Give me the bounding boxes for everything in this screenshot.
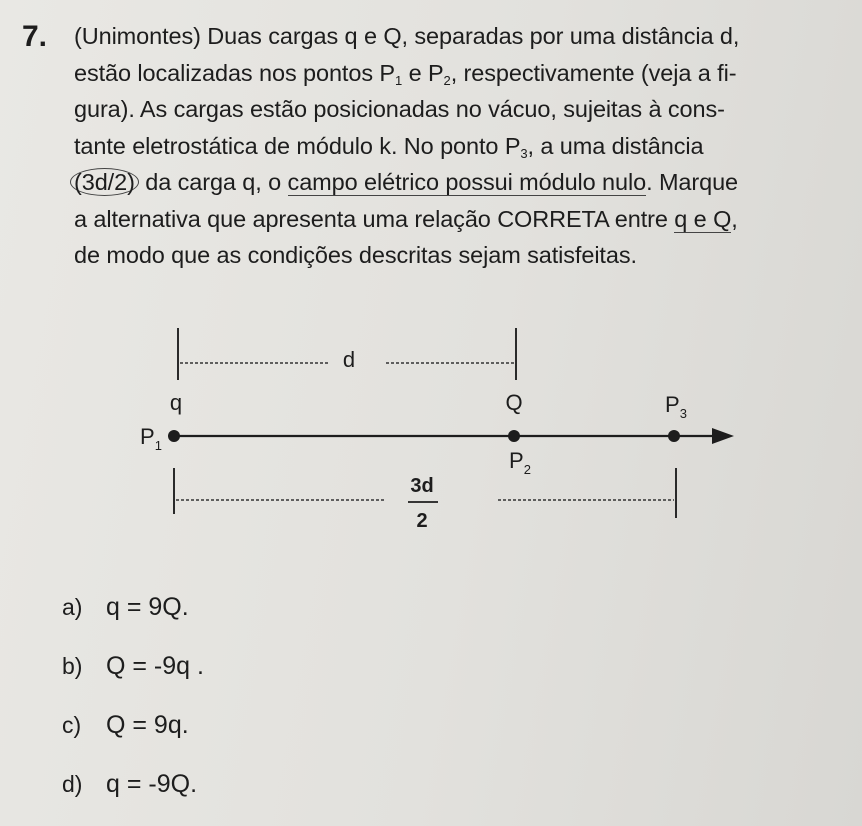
option-b-label: b) <box>62 653 83 679</box>
question-number: 7. <box>22 20 48 53</box>
option-a-label: a) <box>62 594 83 620</box>
circled-distance: (3d/2) <box>70 168 139 196</box>
option-c[interactable] <box>62 696 204 755</box>
underlined-charges: q e Q <box>674 205 732 232</box>
option-b[interactable] <box>62 637 204 696</box>
option-d-label: d) <box>62 771 83 797</box>
d-label: d <box>342 347 356 372</box>
statement-line-4: tante eletrostática de módulo k. No ponto $P_3$, a uma distância <box>74 132 704 161</box>
statement-line-3: gura). As cargas estão posicionadas no vácuo, sujeitas à cons- <box>74 96 725 122</box>
option-c-value: Q = 9q. <box>106 711 189 739</box>
point-p3 <box>668 430 680 442</box>
statement-line-5: (3d/2) da carga q, o campo elétrico possui módulo nulo. Marque <box>74 164 844 201</box>
option-c-label: c) <box>62 712 82 738</box>
option-a-value: q = 9Q. <box>106 593 189 621</box>
charges-diagram <box>0 300 862 560</box>
option-d-value: q = -9Q. <box>106 770 198 798</box>
option-d[interactable] <box>62 755 204 814</box>
axis-arrow <box>712 428 734 444</box>
p1-label: $P_1$ <box>140 424 162 453</box>
statement-line-2: estão localizadas nos pontos $P_1$ e $P_2$, respectivamente (veja a fi- <box>74 59 737 88</box>
statement-line-6: a alternativa que apresenta uma relação CORRETA entre q e Q, <box>74 205 738 232</box>
statement-line-1: (Unimontes) Duas cargas q e Q, separadas por uma distância d, <box>74 23 740 49</box>
point-p1 <box>168 430 180 442</box>
charge-q-label: q <box>169 390 183 415</box>
underlined-condition: campo elétrico possui módulo nulo <box>287 169 647 195</box>
option-a[interactable] <box>62 578 204 637</box>
point-p2 <box>508 430 520 442</box>
p2-label: $P_2$ <box>509 448 531 477</box>
question-statement <box>74 18 844 274</box>
p3-label: $P_3$ <box>665 392 687 421</box>
span-denominator: 2 <box>416 510 428 532</box>
answer-options <box>62 578 204 814</box>
option-b-value: Q = -9q . <box>106 652 204 680</box>
span-numerator: 3d <box>410 475 434 497</box>
statement-line-7: de modo que as condições descritas sejam satisfeitas. <box>74 242 637 268</box>
charge-Q-label: Q <box>505 390 523 415</box>
